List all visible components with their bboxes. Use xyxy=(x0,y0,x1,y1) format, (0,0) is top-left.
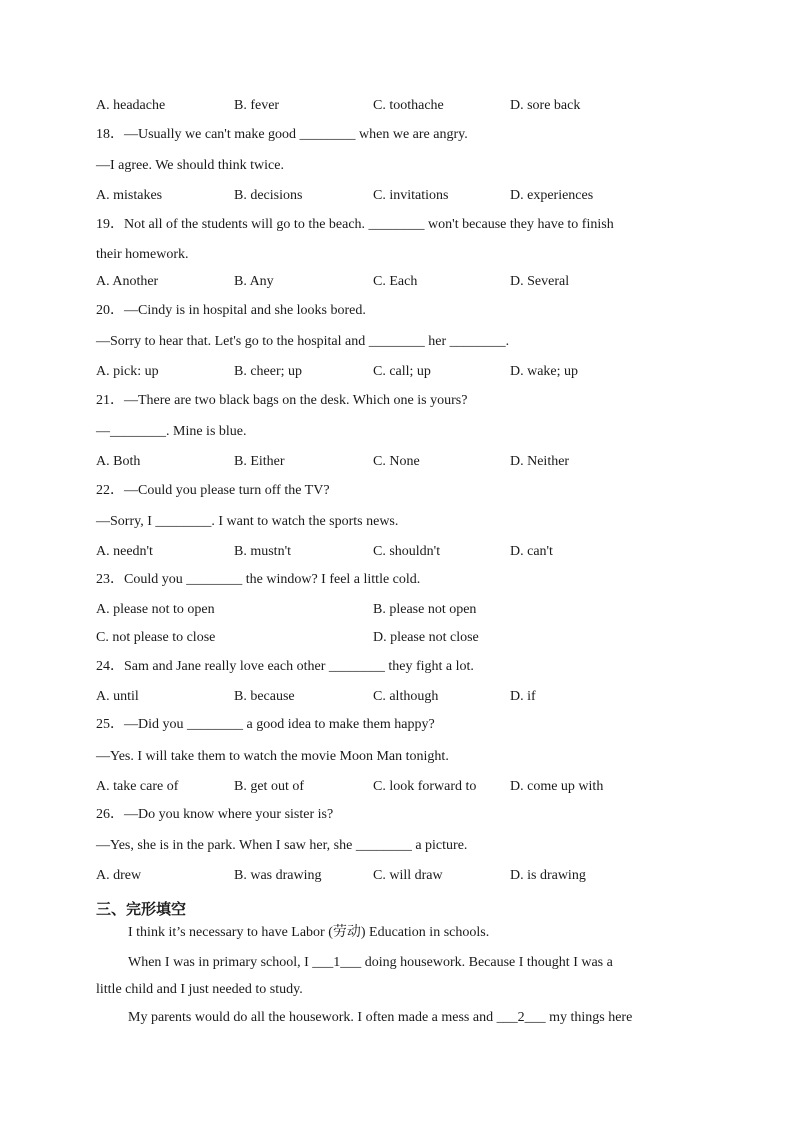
section-heading: 三、完形填空 xyxy=(96,900,187,918)
q23-option-c[interactable]: C. not please to close xyxy=(96,630,216,645)
q26-option-b[interactable]: B. was drawing xyxy=(234,868,322,883)
q23-option-a[interactable]: A. please not to open xyxy=(96,602,215,617)
q17-option-c[interactable]: C. toothache xyxy=(373,98,444,113)
q20-option-c[interactable]: C. call; up xyxy=(373,364,431,379)
q20-response: —Sorry to hear that. Let's go to the hospital and ________ her ________. xyxy=(96,334,510,349)
q23-option-b[interactable]: B. please not open xyxy=(373,602,477,617)
q23-option-d[interactable]: D. please not close xyxy=(373,630,479,645)
q25-option-c[interactable]: C. look forward to xyxy=(373,779,477,794)
cloze-paragraph-2-line-1: When I was in primary school, I ___1___ doing housework. Because I thought I was a xyxy=(128,955,613,970)
q17-option-b[interactable]: B. fever xyxy=(234,98,280,113)
q22-option-c[interactable]: C. shouldn't xyxy=(373,544,441,559)
q18-option-a[interactable]: A. mistakes xyxy=(96,188,163,203)
q20-option-b[interactable]: B. cheer; up xyxy=(234,364,303,379)
cloze-paragraph-1: I think it’s necessary to have Labor (劳动) Education in schools. xyxy=(128,925,490,940)
q18-option-b[interactable]: B. decisions xyxy=(234,188,303,203)
q22-prompt: 22．—Could you please turn off the TV? xyxy=(96,483,330,498)
q24-option-a[interactable]: A. until xyxy=(96,689,139,704)
q25-option-b[interactable]: B. get out of xyxy=(234,779,304,794)
q18-option-d[interactable]: D. experiences xyxy=(510,188,594,203)
q19-prompt: 19．Not all of the students will go to the beach. ________ won't because they have to finish xyxy=(96,217,614,232)
q21-option-a[interactable]: A. Both xyxy=(96,454,141,469)
q21-option-b[interactable]: B. Either xyxy=(234,454,285,469)
q24-option-b[interactable]: B. because xyxy=(234,689,295,704)
q26-option-d[interactable]: D. is drawing xyxy=(510,868,586,883)
q24-option-d[interactable]: D. if xyxy=(510,689,536,704)
q22-response: —Sorry, I ________. I want to watch the sports news. xyxy=(96,514,399,529)
q20-prompt: 20．—Cindy is in hospital and she looks bored. xyxy=(96,303,366,318)
q26-option-c[interactable]: C. will draw xyxy=(373,868,443,883)
q25-response: —Yes. I will take them to watch the movie Moon Man tonight. xyxy=(96,749,449,764)
q21-response: —________. Mine is blue. xyxy=(96,424,247,439)
q18-option-c[interactable]: C. invitations xyxy=(373,188,449,203)
q25-prompt: 25．—Did you ________ a good idea to make them happy? xyxy=(96,717,435,732)
q19-option-c[interactable]: C. Each xyxy=(373,274,418,289)
q25-option-d[interactable]: D. come up with xyxy=(510,779,604,794)
q19-option-b[interactable]: B. Any xyxy=(234,274,274,289)
q19-option-a[interactable]: A. Another xyxy=(96,274,159,289)
q25-option-a[interactable]: A. take care of xyxy=(96,779,179,794)
q26-response: —Yes, she is in the park. When I saw her, she ________ a picture. xyxy=(96,838,468,853)
cloze-paragraph-2-line-2: little child and I just needed to study. xyxy=(96,982,303,997)
q21-option-d[interactable]: D. Neither xyxy=(510,454,570,469)
q24-option-c[interactable]: C. although xyxy=(373,689,439,704)
q21-option-c[interactable]: C. None xyxy=(373,454,420,469)
q18-prompt: 18．—Usually we can't make good ________ when we are angry. xyxy=(96,127,468,142)
q19-prompt-cont: their homework. xyxy=(96,247,189,262)
q18-response: —I agree. We should think twice. xyxy=(96,158,284,173)
q19-option-d[interactable]: D. Several xyxy=(510,274,570,289)
q21-prompt: 21．—There are two black bags on the desk. Which one is yours? xyxy=(96,393,468,408)
q26-option-a[interactable]: A. drew xyxy=(96,868,142,883)
q22-option-d[interactable]: D. can't xyxy=(510,544,553,559)
q22-option-b[interactable]: B. mustn't xyxy=(234,544,291,559)
q23-prompt: 23．Could you ________ the window? I feel a little cold. xyxy=(96,572,421,587)
q24-prompt: 24．Sam and Jane really love each other ________ they fight a lot. xyxy=(96,659,474,674)
q22-option-a[interactable]: A. needn't xyxy=(96,544,153,559)
q17-option-a[interactable]: A. headache xyxy=(96,98,166,113)
q26-prompt: 26．—Do you know where your sister is? xyxy=(96,807,334,822)
q17-option-d[interactable]: D. sore back xyxy=(510,98,581,113)
cloze-paragraph-3-line-1: My parents would do all the housework. I often made a mess and ___2___ my things here xyxy=(128,1010,633,1025)
q20-option-d[interactable]: D. wake; up xyxy=(510,364,579,379)
q20-option-a[interactable]: A. pick: up xyxy=(96,364,159,379)
